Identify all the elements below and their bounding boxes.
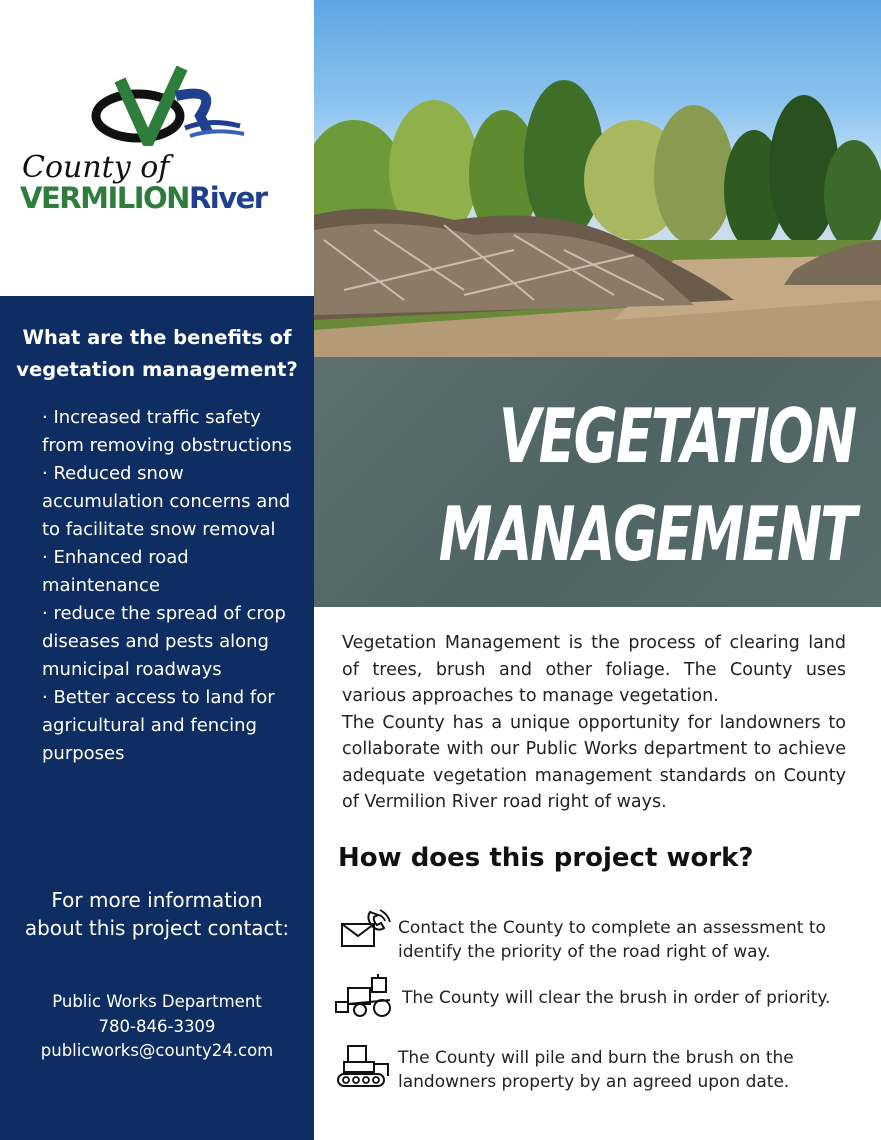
intro-paragraph: Vegetation Management is the process of clearing land of trees, brush and other foliage. The County uses various approaches to manage vegetation. [342,633,846,706]
more-info-text: For more information about this project contact: [24,888,290,940]
intro-text [342,630,846,816]
contact-department: Public Works Department [52,992,262,1011]
benefits-heading: What are the benefits of vegetation management? [16,326,298,381]
benefit-item: · Reduced snow accumulation concerns and to facilitate snow removal [42,463,291,540]
phone-mail-icon [334,906,394,956]
step-text: The County will clear the brush in order of priority. [402,988,831,1008]
vermilion-river-emblem-icon [90,66,250,146]
logo-river: River [188,181,267,215]
benefit-item: · Better access to land for agricultural and fencing purposes [42,687,275,764]
bulldozer-icon [334,1042,394,1092]
how-heading: How does this project work? [338,843,754,873]
benefit-item: · Increased traffic safety from removing obstructions [42,407,292,456]
benefits-sidebar [0,296,314,1140]
mulcher-tractor-icon [334,972,394,1022]
step-text: The County will pile and burn the brush on the landowners property by an agreed upon date. [398,1048,794,1092]
contact-phone[interactable]: 780-846-3309 [98,1016,216,1036]
intro-paragraph: The County has a unique opportunity for landowners to collaborate with our Public Works department to achieve adequate vegetation management standards on County of Vermilion River road right of ways. [342,712,846,812]
banner-title-line2: MANAGEMENT [438,491,855,579]
logo-wordmark [20,181,267,215]
step-text: Contact the County to complete an assessment to identify the priority of the road right of way. [398,918,826,962]
logo-county-of: County of [22,150,170,185]
brush-piles-photo [314,0,881,357]
contact-block [10,990,304,1064]
logo-vermilion: VERMILION [20,181,189,215]
title-banner [314,357,881,607]
benefit-item: · Enhanced road maintenance [42,547,189,596]
benefits-list [42,404,292,768]
contact-email[interactable]: publicworks@county24.com [40,1041,274,1060]
benefit-item: · reduce the spread of crop diseases and pests along municipal roadways [42,603,286,680]
landscape-image [314,0,881,357]
county-logo [0,0,314,296]
banner-title-line1: VEGETATION [499,393,855,481]
